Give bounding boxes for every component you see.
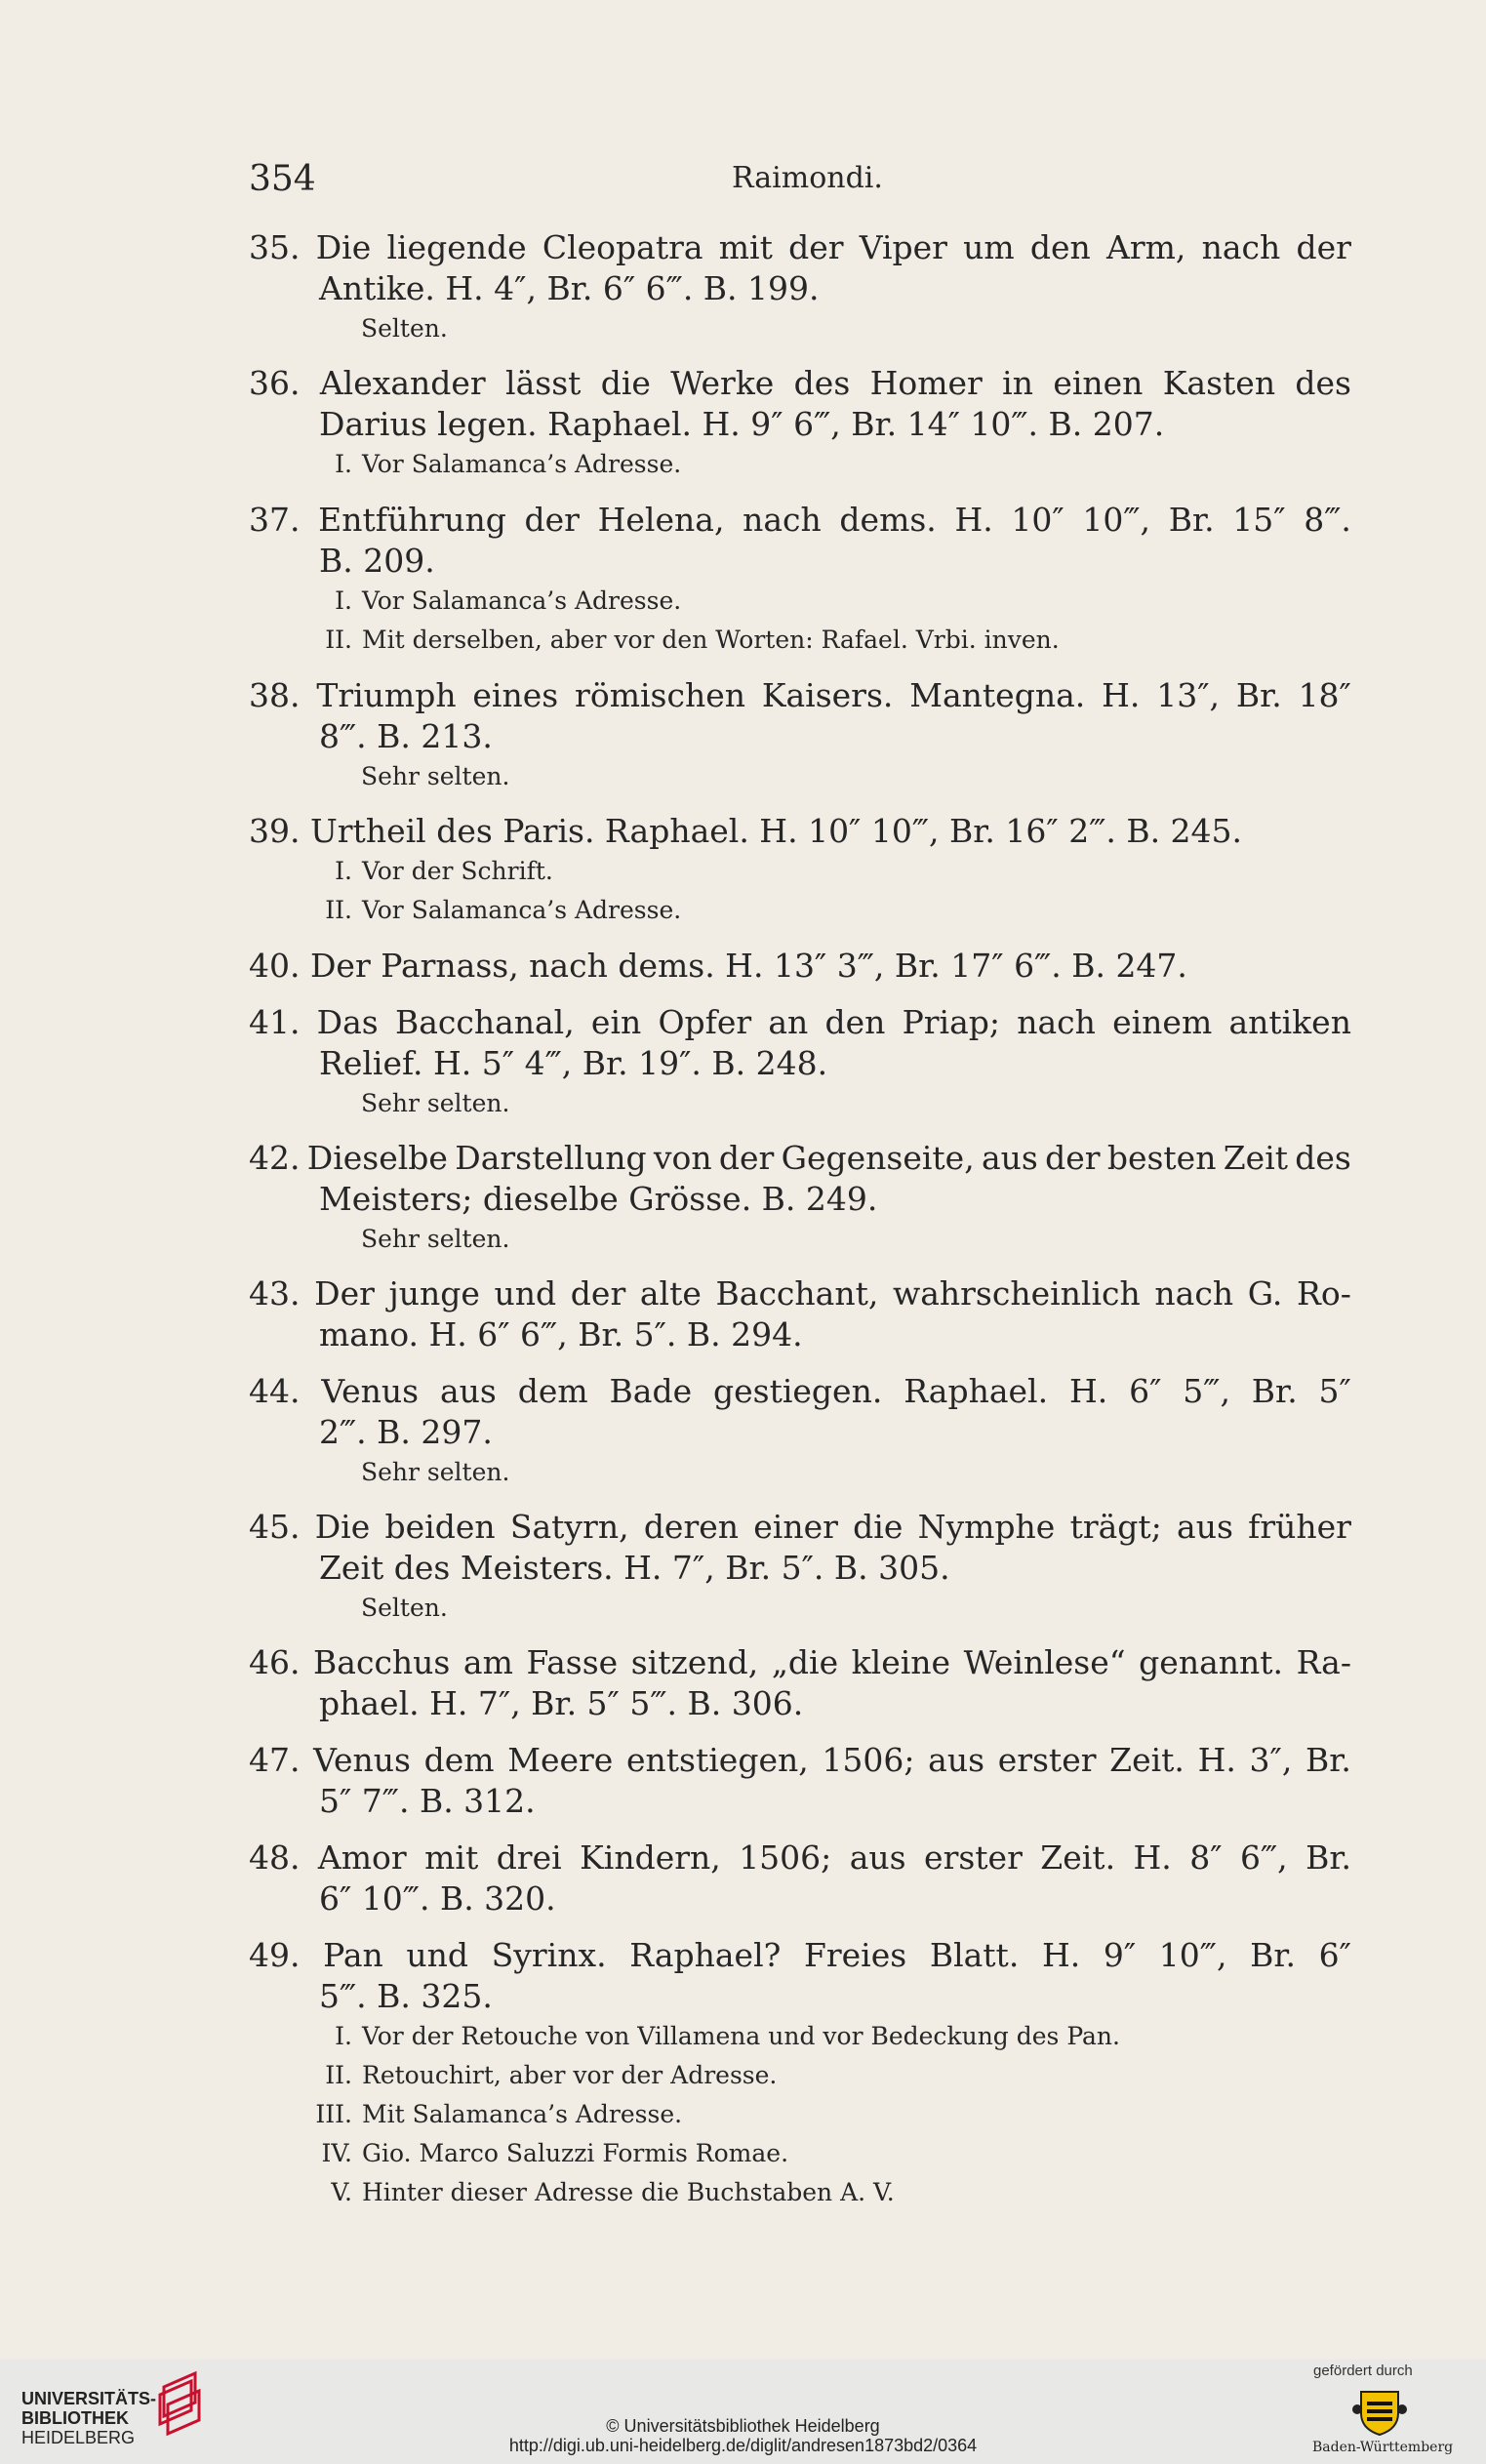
state-numeral: III. [315,2100,352,2128]
entry-continuation-line: 5″ 7‴. B. 312. [319,1782,536,1820]
entry-continuation-line: 2‴. B. 297. [319,1413,493,1451]
catalog-entry [249,363,1351,484]
state-text: Vor Salamanca’s Adresse. [362,450,682,478]
entry-first-line: 38. Triumph eines römischen Kaisers. Mantegna. H. 13″, Br. 18″ [249,676,1351,714]
state-numeral: I. [335,586,352,615]
logo-line-3: HEIDELBERG [21,2428,136,2447]
entry-continuation-line: phael. H. 7″, Br. 5″ 5‴. B. 306. [319,1684,804,1722]
rarity-note: Selten. [361,1594,448,1622]
entry-first-line: 45. Die beiden Satyrn, deren einer die Nymphe trägt; aus früher [249,1508,1351,1546]
catalog-entry [249,227,1351,347]
state-item [288,2173,1351,2212]
entry-continuation-line: 6″ 10‴. B. 320. [319,1879,556,1918]
entry-first-line: 47. Venus dem Meere entstiegen, 1506; aus erster Zeit. H. 3″, Br. [249,1741,1351,1779]
running-head: Raimondi. [732,161,883,195]
catalog-entry [249,1507,1351,1627]
entry-continuation-line: B. 209. [319,542,435,580]
catalog-entry [249,1371,1351,1491]
entry-continuation-line: mano. H. 6″ 6‴, Br. 5″. B. 294. [319,1315,803,1353]
copyright-block [0,2416,1486,2455]
state-item [288,621,1351,660]
state-text: Vor der Schrift. [362,857,553,885]
entry-first-line: 42. Dieselbe Darstellung von der Gegenseite, aus der besten Zeit des [249,1139,1351,1177]
state-numeral: I. [335,450,352,478]
entry-first-line: 41. Das Bacchanal, ein Opfer an den Priap; nach einem antiken [249,1003,1351,1041]
state-text: Mit Salamanca’s Adresse. [362,2100,683,2128]
catalog-entry [249,946,1351,987]
entry-continuation-line: Zeit des Meisters. H. 7″, Br. 5″. B. 305. [319,1549,950,1587]
catalog-entry [249,675,1351,795]
logo-line-2: BIBLIOTHEK [21,2408,129,2428]
state-list [249,582,1351,660]
state-numeral: I. [335,857,352,885]
state-list [249,852,1351,930]
catalog-entry [249,1138,1351,1258]
catalog-entries [249,227,1351,2228]
state-numeral: II. [325,896,352,924]
catalog-entry [249,1002,1351,1122]
state-item [288,2017,1351,2056]
entry-continuation-line: Darius legen. Raphael. H. 9″ 6‴, Br. 14″ 10‴. B. 207. [319,405,1165,443]
catalog-entry [249,1642,1351,1724]
state-list [249,445,1351,484]
page-header [249,159,1351,208]
state-item [288,891,1351,930]
page-number: 354 [249,159,316,199]
entry-continuation-line: 8‴. B. 213. [319,717,493,755]
entry-continuation-line: Meisters; dieselbe Grösse. B. 249. [319,1180,878,1218]
state-text: Hinter dieser Adresse die Buchstaben A. V. [362,2178,895,2206]
rarity-note: Sehr selten. [361,762,510,790]
state-item [288,852,1351,891]
entry-first-line: 36. Alexander lässt die Werke des Homer in einen Kasten des [249,364,1351,402]
entry-first-line: 44. Venus aus dem Bade gestiegen. Raphael. H. 6″ 5‴, Br. 5″ [249,1372,1351,1410]
permalink-url[interactable]: http://digi.ub.uni-heidelberg.de/diglit/andresen1873bd2/0364 [508,2436,978,2455]
state-numeral: I. [335,2022,352,2050]
catalog-entry [249,1273,1351,1355]
state-text: Vor Salamanca’s Adresse. [362,896,682,924]
state-text: Mit derselben, aber vor den Worten: Rafael. Vrbi. inven. [362,626,1060,654]
entry-first-line: 48. Amor mit drei Kindern, 1506; aus erster Zeit. H. 8″ 6‴, Br. [249,1838,1351,1877]
state-item [288,2134,1351,2173]
logo-line-1: UNIVERSITÄTS- [21,2389,157,2408]
catalog-entry [249,500,1351,660]
entry-first-line: 46. Bacchus am Fasse sitzend, „die kleine Weinlese“ genannt. Ra- [249,1643,1351,1681]
catalog-entry [249,1838,1351,1919]
state-text: Gio. Marco Saluzzi Formis Romae. [362,2139,789,2167]
rarity-note: Sehr selten. [361,1458,510,1486]
rarity-note: Sehr selten. [361,1225,510,1253]
entry-first-line: 43. Der junge und der alte Bacchant, wahrscheinlich nach G. Ro- [249,1274,1351,1313]
sponsor-name: Baden-Württemberg [1312,2440,1454,2455]
entry-continuation-line: Relief. H. 5″ 4‴, Br. 19″. B. 248. [319,1044,828,1082]
state-numeral: II. [325,626,352,654]
state-item [288,445,1351,484]
coat-of-arms-icon [1351,2384,1408,2437]
state-text: Vor der Retouche von Villamena und vor Bedeckung des Pan. [362,2022,1120,2050]
state-numeral: II. [325,2061,352,2089]
entry-continuation-line: 5‴. B. 325. [319,1977,493,2015]
entry-first-line: 35. Die liegende Cleopatra mit der Viper um den Arm, nach der [249,228,1351,266]
rarity-note: Selten. [361,314,448,343]
state-text: Vor Salamanca’s Adresse. [362,586,682,615]
rarity-note: Sehr selten. [361,1089,510,1117]
entry-first-line: 39. Urtheil des Paris. Raphael. H. 10″ 10‴, Br. 16″ 2‴. B. 245. [249,812,1243,850]
catalog-entry [249,1935,1351,2212]
entry-first-line: 37. Entführung der Helena, nach dems. H. 10″ 10‴, Br. 15″ 8‴. [249,501,1351,539]
copyright-text: © Universitätsbibliothek Heidelberg [606,2416,880,2436]
sponsor-label: gefördert durch [1313,2363,1413,2379]
state-item [288,2095,1351,2134]
state-numeral: IV. [321,2139,352,2167]
state-list [249,2017,1351,2212]
catalog-entry [249,1740,1351,1822]
catalog-entry [249,811,1351,930]
entry-first-line: 49. Pan und Syrinx. Raphael? Freies Blatt. H. 9″ 10‴, Br. 6″ [249,1936,1351,1974]
state-text: Retouchirt, aber vor der Adresse. [362,2061,778,2089]
state-numeral: V. [331,2178,352,2206]
entry-continuation-line: Antike. H. 4″, Br. 6″ 6‴. B. 199. [319,269,820,307]
state-item [288,2056,1351,2095]
state-item [288,582,1351,621]
entry-first-line: 40. Der Parnass, nach dems. H. 13″ 3‴, Br. 17″ 6‴. B. 247. [249,947,1187,985]
